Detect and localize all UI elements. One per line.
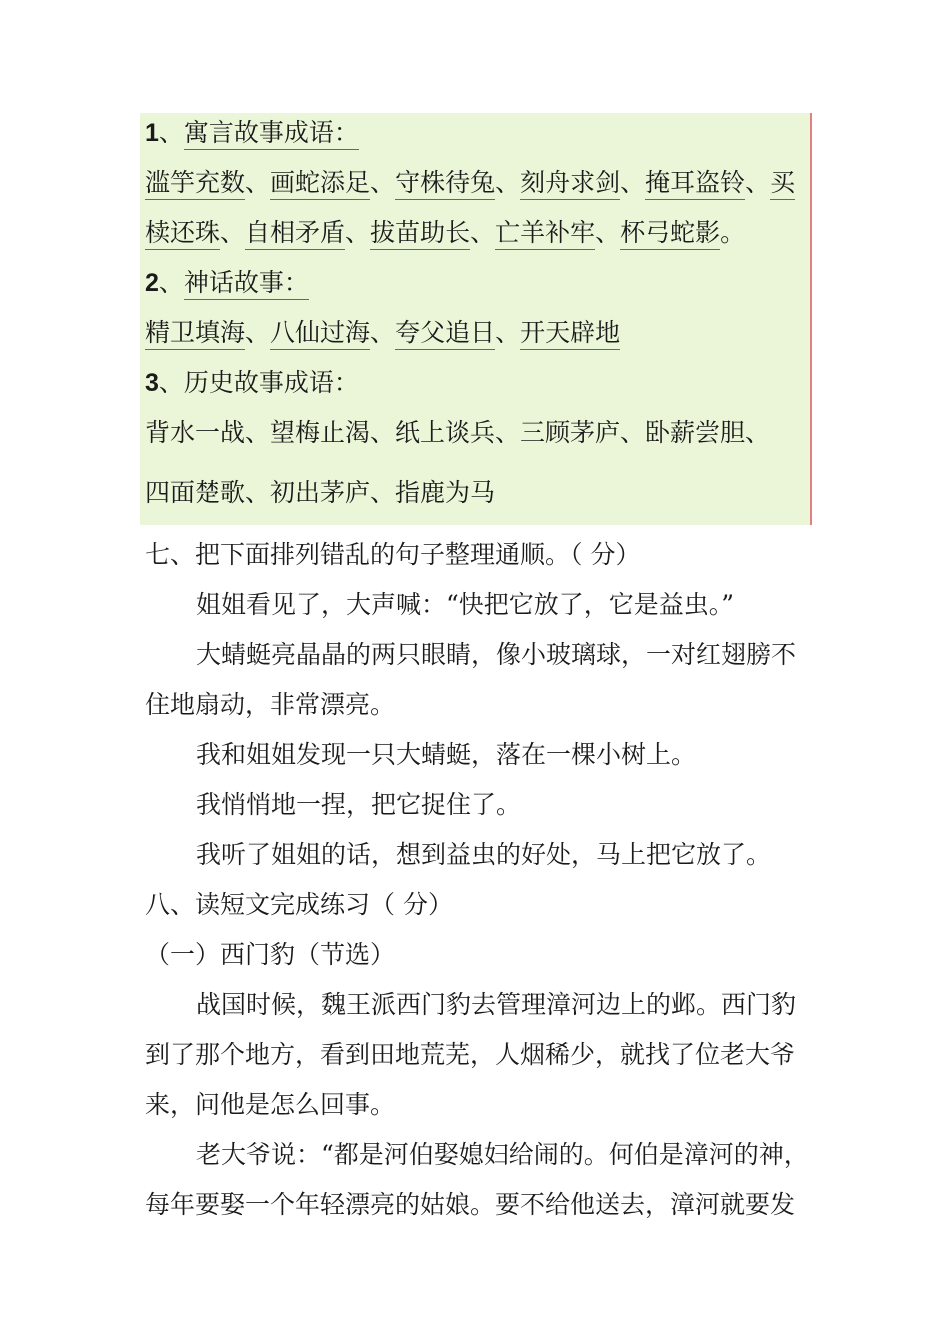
idiom-item: 椟还珠 (145, 217, 220, 250)
section-2-number: 2 (145, 269, 159, 297)
idiom-item: 夸父追日 (395, 317, 495, 350)
idiom-item: 刻舟求剑 (520, 167, 620, 200)
paragraph-2-line-1: 老大爷说：“都是河伯娶媳妇给闹的。何伯是漳河的神， (196, 1140, 809, 1169)
section-3-number: 3 (145, 369, 159, 397)
sentence-5: 我听了姐姐的话，想到益虫的好处，马上把它放了。 (196, 840, 772, 869)
section-3-heading: 3、历史故事成语： (145, 368, 359, 397)
section-8-heading: 八、读短文完成练习（ 分） (145, 890, 453, 919)
sentence-1: 姐姐看见了，大声喊：“快把它放了，它是益虫。” (196, 590, 735, 619)
idiom-item: 开天辟地 (520, 317, 620, 350)
idiom-item: 滥竽充数 (145, 167, 245, 200)
idiom-item: 掩耳盗铃 (645, 167, 745, 200)
idiom-item: 亡羊补牢 (495, 217, 595, 250)
paragraph-2-line-2: 每年要娶一个年轻漂亮的姑娘。要不给他送去，漳河就要发 (145, 1190, 796, 1219)
section-7-heading: 七、把下面排列错乱的句子整理通顺。（ 分） (145, 540, 641, 569)
section-3-title: 历史故事成语： (183, 368, 359, 397)
paragraph-1-line-1: 战国时候，魏王派西门豹去管理漳河边上的邺。西门豹 (196, 990, 797, 1019)
idiom-item: 八仙过海 (270, 317, 370, 350)
sentence-2-line-2: 住地扇动，非常漂亮。 (145, 690, 396, 719)
paragraph-1-line-2: 到了那个地方，看到田地荒芜，人烟稀少，就找了位老大爷 (145, 1040, 796, 1069)
fables-line-2: 椟还珠、自相矛盾、拔苗助长、亡羊补牢、杯弓蛇影。 (145, 216, 745, 250)
sentence-4: 我悄悄地一捏，把它捉住了。 (196, 790, 522, 819)
section-2-heading: 2、神话故事： (145, 266, 309, 300)
section-1-title: 寓言故事成语： (184, 117, 359, 150)
sentence-3: 我和姐姐发现一只大蜻蜓，落在一棵小树上。 (196, 740, 697, 769)
fables-line-1: 滥竽充数、画蛇添足、守株待兔、刻舟求剑、掩耳盗铃、买 (145, 166, 795, 200)
sentence-2-line-1: 大蜻蜓亮晶晶的两只眼睛，像小玻璃球，一对红翅膀不 (196, 640, 797, 669)
section-2-title: 神话故事： (184, 267, 309, 300)
idiom-item: 画蛇添足 (270, 167, 370, 200)
idiom-item: 拔苗助长 (370, 217, 470, 250)
paragraph-1-line-3: 来，问他是怎么回事。 (145, 1090, 396, 1119)
idiom-item: 精卫填海 (145, 317, 245, 350)
section-1-heading: 1、寓言故事成语： (145, 116, 359, 150)
myths-line: 精卫填海、八仙过海、夸父追日、开天辟地 (145, 316, 620, 350)
idiom-item: 自相矛盾 (245, 217, 345, 250)
idiom-item: 守株待兔 (395, 167, 495, 200)
history-line-1: 背水一战、望梅止渴、纸上谈兵、三顾茅庐、卧薪尝胆、 (145, 418, 771, 447)
passage-title: （一）西门豹（节选） (145, 940, 396, 969)
history-line-2: 四面楚歌、初出茅庐、指鹿为马 (145, 478, 496, 507)
section-1-number: 1 (145, 119, 159, 147)
idiom-item: 买 (770, 167, 795, 200)
idiom-item: 杯弓蛇影 (620, 217, 720, 250)
